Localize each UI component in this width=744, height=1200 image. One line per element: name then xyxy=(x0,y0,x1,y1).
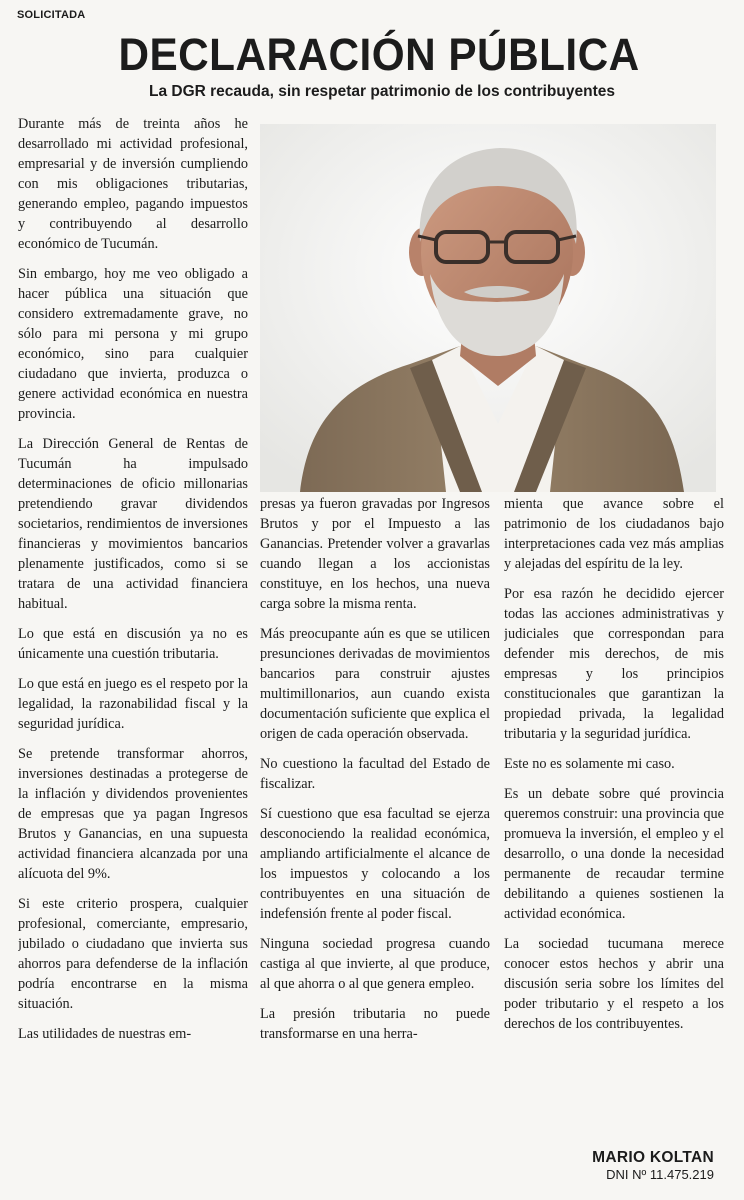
paragraph: Durante más de treinta años he desarrollado mi actividad profesional, empresarial y de inversión cumpliendo con mis obligaciones tributarias, generando empleo, pagando impuestos y contribuyendo al desarrollo económico de Tucumán. xyxy=(18,116,248,252)
paragraph: Se pretende transformar ahorros, inversiones destinadas a protegerse de la inflación y dividendos provenientes de empresas que ya pagan Ingresos Brutos y Ganancias, en una supuesta actividad financiera alcanzada por una alícuota del 9%. xyxy=(18,746,248,882)
paragraph: La Dirección General de Rentas de Tucumán ha impulsado determinaciones de oficio millonarias pretendiendo gravar dividendos societarios, rendimientos de inversiones financieras y movimientos bancarios plenamente justificados, como si se tratara de una actividad financiera habitual. xyxy=(18,436,248,612)
signature-name: MARIO KOLTAN xyxy=(592,1149,714,1166)
signature-block xyxy=(592,1148,714,1183)
paragraph: Lo que está en discusión ya no es únicamente una cuestión tributaria. xyxy=(18,626,248,662)
article-column-1 xyxy=(18,114,248,1194)
page-subtitle: La DGR recauda, sin respetar patrimonio de los contribuyentes xyxy=(149,83,615,100)
paragraph: Es un debate sobre qué provincia queremos construir: una provincia que promueva la inversión, el empleo y el desarrollo, o una donde la necesidad permanente de recaudar termine debilitando a quienes sostienen la actividad económica. xyxy=(504,786,724,922)
paragraph: Sí cuestiono que esa facultad se ejerza desconociendo la realidad económica, ampliando artificialmente el alcance de los impuestos y colocando a los contribuyentes en una situación de indefensión frente al poder fiscal. xyxy=(260,806,490,922)
paragraph: Si este criterio prospera, cualquier profesional, comerciante, empresario, jubilado o ciudadano que invierta sus ahorros para defenderse de la inflación podría encontrarse en la misma situación. xyxy=(18,896,248,1012)
paragraph: Más preocupante aún es que se utilicen presunciones derivadas de movimientos bancarios para construir ajustes multimillonarios, aun cuando exista documentación suficiente que explica el origen de cada operación observada. xyxy=(260,626,490,742)
paragraph: No cuestiono la facultad del Estado de fiscalizar. xyxy=(260,756,490,792)
paragraph: Sin embargo, hoy me veo obligado a hacer pública una situación que considero extremadamente grave, no sólo para mi persona y mi grupo económico, sino para cualquier ciudadano que invierta, produzca o genere actividad económica en nuestra provincia. xyxy=(18,266,248,422)
paragraph: mienta que avance sobre el patrimonio de los ciudadanos bajo interpretaciones cada vez más amplias y alejadas del espíritu de la ley. xyxy=(504,496,724,572)
paragraph: presas ya fueron gravadas por Ingresos Brutos y por el Impuesto a las Ganancias. Pretender volver a gravarlas cuando llegan a los accionistas constituye, en los hechos, una nueva carga sobre la misma renta. xyxy=(260,496,490,612)
article-column-2 xyxy=(260,494,490,1194)
paragraph: Este no es solamente mi caso. xyxy=(504,756,675,772)
paragraph: La presión tributaria no puede transformarse en una herra- xyxy=(260,1006,490,1042)
solicitada-tag: SOLICITADA xyxy=(17,9,86,21)
page-title: DECLARACIÓN PÚBLICA xyxy=(118,29,640,80)
paragraph: Por esa razón he decidido ejercer todas las acciones administrativas y judiciales que correspondan para defender mis derechos, de mis empresas y los principios constitucionales que garantizan la propiedad privada, la legalidad tributaria y la seguridad jurídica. xyxy=(504,586,724,742)
paragraph: La sociedad tucumana merece conocer estos hechos y abrir una discusión seria sobre los límites del poder tributario y el respeto a los derechos de los contribuyentes. xyxy=(504,936,724,1032)
paragraph: Ninguna sociedad progresa cuando castiga al que invierte, al que produce, al que ahorra o al que genera empleo. xyxy=(260,936,490,992)
paragraph: Las utilidades de nuestras em- xyxy=(18,1026,192,1042)
signature-id-number: DNI Nº 11.475.219 xyxy=(606,1167,714,1182)
portrait-photo-icon xyxy=(260,124,716,492)
portrait-photo xyxy=(260,124,716,492)
article-column-3 xyxy=(504,494,724,1134)
paragraph: Lo que está en juego es el respeto por la legalidad, la razonabilidad fiscal y la seguridad jurídica. xyxy=(18,676,248,732)
